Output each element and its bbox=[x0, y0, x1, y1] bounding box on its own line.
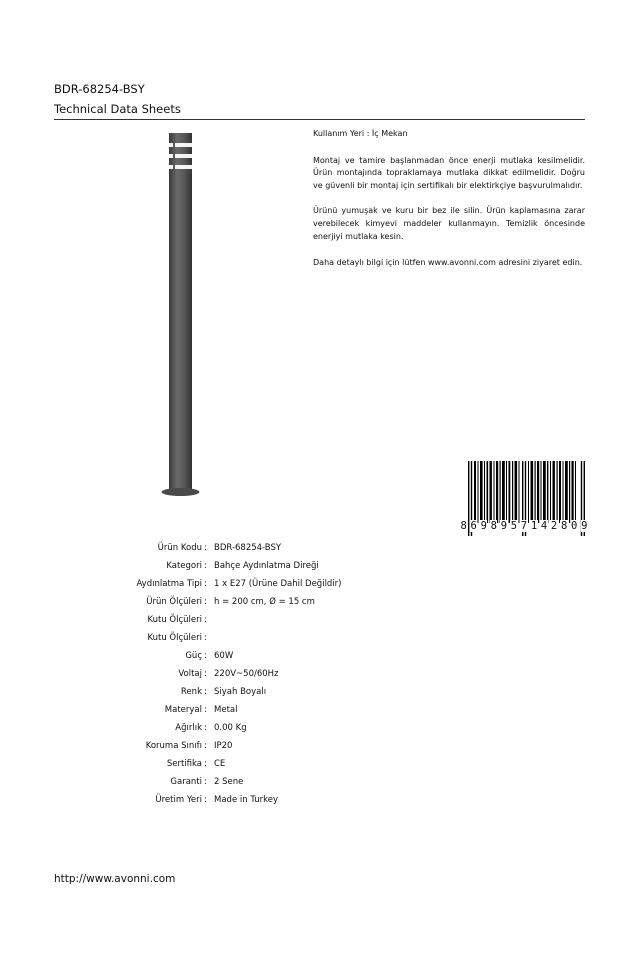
barcode-digit: 7 bbox=[520, 520, 528, 532]
spec-label: Ürün Kodu bbox=[157, 543, 202, 553]
spec-row-protection-class bbox=[0, 741, 640, 759]
product-image bbox=[160, 133, 200, 498]
spec-value: 2 Sene bbox=[214, 777, 244, 787]
spec-value: Bahçe Aydınlatma Direği bbox=[214, 561, 319, 571]
spec-label: Kutu Ölçüleri bbox=[147, 615, 202, 625]
spec-value: 0.00 Kg bbox=[214, 723, 247, 733]
spec-value: CE bbox=[214, 759, 226, 769]
spec-separator: : bbox=[204, 615, 207, 625]
barcode-digit: 2 bbox=[550, 520, 558, 532]
spec-label: Materyal bbox=[164, 705, 202, 715]
usage-location: Kullanım Yeri : İç Mekan bbox=[313, 129, 408, 138]
spec-separator: : bbox=[204, 705, 207, 715]
spec-row-box-dimensions-2 bbox=[0, 633, 640, 651]
product-description bbox=[313, 128, 585, 270]
spec-separator: : bbox=[204, 561, 207, 571]
spec-separator: : bbox=[204, 723, 207, 733]
barcode-digit: 9 bbox=[500, 520, 508, 532]
spec-separator: : bbox=[204, 795, 207, 805]
barcode-number bbox=[460, 520, 588, 532]
spec-separator: : bbox=[204, 741, 207, 751]
header-divider bbox=[54, 119, 585, 120]
spec-label: Voltaj bbox=[178, 669, 202, 679]
spec-label: Aydınlatma Tipi bbox=[136, 579, 202, 589]
spec-separator: : bbox=[204, 777, 207, 787]
spec-row-weight bbox=[0, 723, 640, 741]
spec-value: Made in Turkey bbox=[214, 795, 278, 805]
spec-label: Garanti bbox=[170, 777, 202, 787]
spec-row-lighting-type bbox=[0, 579, 640, 597]
barcode-digit: 5 bbox=[510, 520, 518, 532]
spec-label: Sertifika bbox=[166, 759, 202, 769]
spec-separator: : bbox=[204, 687, 207, 697]
spec-value: 60W bbox=[214, 651, 234, 661]
barcode-digit: 9 bbox=[480, 520, 487, 532]
spec-value: h = 200 cm, Ø = 15 cm bbox=[214, 597, 315, 607]
spec-row-box-dimensions bbox=[0, 615, 640, 633]
product-code-heading: BDR-68254-BSY bbox=[54, 82, 145, 96]
spec-label: Renk bbox=[180, 687, 202, 697]
barcode-digit: 6 bbox=[470, 520, 477, 532]
website-note: Daha detaylı bilgi için lütfen www.avonni.com adresini ziyaret edin. bbox=[313, 258, 583, 268]
spec-row-warranty bbox=[0, 777, 640, 795]
barcode-digit: 4 bbox=[540, 520, 548, 532]
spec-label: Ağırlık bbox=[175, 723, 202, 733]
spec-separator: : bbox=[204, 651, 207, 661]
spec-separator: : bbox=[204, 669, 207, 679]
installation-note: Montaj ve tamire başlanmadan önce enerji mutlaka kesilmelidir. Ürün montajında topraklamaya mutlaka dikkat edilmelidir. Doğru ve güvenli bir montaj için sertifikalı bir elektirkçiye başvurulmalıdır. bbox=[313, 155, 585, 190]
spec-value: IP20 bbox=[214, 741, 233, 751]
spec-label: Ürün Ölçüleri bbox=[146, 597, 202, 607]
spec-label: Koruma Sınıfı bbox=[145, 741, 202, 751]
barcode-digit: 8 bbox=[490, 520, 497, 532]
spec-row-material bbox=[0, 705, 640, 723]
spec-row-certificate bbox=[0, 759, 640, 777]
spec-value: 220V~50/60Hz bbox=[214, 669, 279, 679]
spec-separator: : bbox=[204, 759, 207, 769]
spec-separator: : bbox=[204, 633, 207, 643]
spec-row-category bbox=[0, 561, 640, 579]
spec-value: BDR-68254-BSY bbox=[214, 543, 282, 553]
spec-row-product-code bbox=[0, 543, 640, 561]
spec-row-origin bbox=[0, 795, 640, 813]
spec-separator: : bbox=[204, 543, 207, 553]
spec-value: Siyah Boyalı bbox=[214, 687, 267, 697]
spec-value: 1 x E27 (Ürüne Dahil Değildir) bbox=[214, 579, 342, 589]
spec-separator: : bbox=[204, 597, 207, 607]
spec-label: Kategori bbox=[166, 561, 202, 571]
spec-label: Üretim Yeri bbox=[155, 795, 202, 805]
barcode-digit: 8 bbox=[460, 520, 467, 532]
spec-separator: : bbox=[204, 579, 207, 589]
footer-website-link[interactable]: http://www.avonni.com bbox=[54, 873, 176, 885]
cleaning-note: Ürünü yumuşak ve kuru bir bez ile silin. Ürün kaplamasına zarar verebilecek kimyevi maddeler kullanmayın. Temizlik öncesinde enerjiyi mutlaka kesin. bbox=[313, 206, 585, 241]
barcode-digit: 9 bbox=[581, 520, 588, 532]
spec-value: Metal bbox=[214, 705, 238, 715]
spec-label: Güç bbox=[185, 651, 202, 661]
spec-row-color bbox=[0, 687, 640, 705]
spec-label: Kutu Ölçüleri bbox=[147, 633, 202, 643]
document-subtitle: Technical Data Sheets bbox=[54, 102, 181, 116]
barcode-digit: 0 bbox=[571, 520, 578, 532]
barcode-digit: 1 bbox=[530, 520, 538, 532]
spec-row-voltage bbox=[0, 669, 640, 687]
spec-row-product-dimensions bbox=[0, 597, 640, 615]
spec-row-power bbox=[0, 651, 640, 669]
barcode-digit: 8 bbox=[560, 520, 568, 532]
